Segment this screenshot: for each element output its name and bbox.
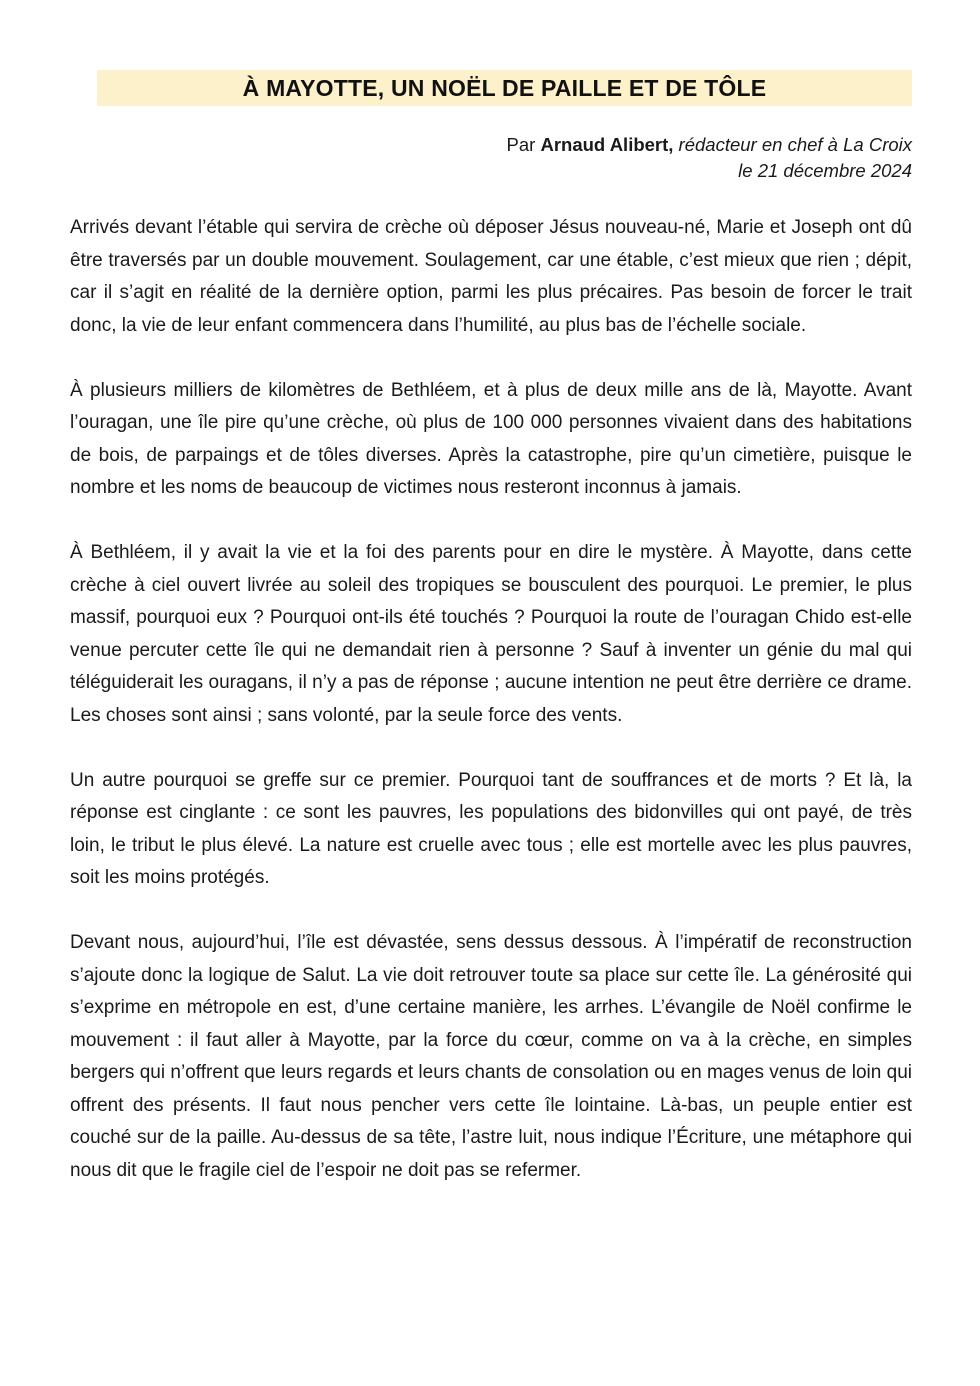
paragraph-1: Arrivés devant l’étable qui servira de crèche où déposer Jésus nouveau-né, Marie et Joseph ont dû être traversés par un double mouvement. Soulagement, car une étable, c’est mieux que rien ; dépit, car il s’agit en réalité de la dernière option, parmi les plus précaires. Pas besoin de forcer le trait donc, la vie de leur enfant commencera dans l’humilité, au plus bas de l’échelle sociale. <box>70 217 912 336</box>
byline-date: le 21 décembre 2024 <box>738 160 912 181</box>
byline <box>70 132 912 184</box>
title-banner <box>97 70 912 106</box>
byline-prefix: Par <box>506 134 541 155</box>
paragraph-5: Devant nous, aujourd’hui, l’île est dévastée, sens dessus dessous. À l’impératif de reconstruction s’ajoute donc la logique de Salut. La vie doit retrouver toute sa place sur cette île. La générosité qui s’exprime en métropole en est, d’une certaine manière, les arrhes. L’évangile de Noël confirme le mouvement : il faut aller à Mayotte, par la force du cœur, comme on va à la crèche, en simples bergers qui n’offrent que leurs regards et leurs chants de consolation ou en mages venus de loin qui offrent des présents. Il faut nous pencher vers cette île lointaine. Là-bas, un peuple entier est couché sur de la paille. Au-dessus de sa tête, l’astre luit, nous indique l’Écriture, une métaphore qui nous dit que le fragile ciel de l’espoir ne doit pas se refermer. <box>70 932 912 1181</box>
paragraph-4: Un autre pourquoi se greffe sur ce premier. Pourquoi tant de souffrances et de morts ? Et là, la réponse est cinglante : ce sont les pauvres, les populations des bidonvilles qui ont payé, de très loin, le tribut le plus élevé. La nature est cruelle avec tous ; elle est mortelle avec les plus pauvres, soit les moins protégés. <box>70 769 912 888</box>
paragraph-2: À plusieurs milliers de kilomètres de Bethléem, et à plus de deux mille ans de là, Mayotte. Avant l’ouragan, une île pire qu’une crèche, où plus de 100 000 personnes vivaient dans des habitations de bois, de parpaings et de tôles diverses. Après la catastrophe, pire qu’un cimetière, puisque le nombre et les noms de beaucoup de victimes nous resteront inconnus à jamais. <box>70 379 912 498</box>
article-page <box>70 70 912 1220</box>
article-body <box>70 212 912 1187</box>
article-title: À MAYOTTE, UN NOËL DE PAILLE ET DE TÔLE <box>242 74 767 101</box>
byline-author: Arnaud Alibert, <box>540 134 674 155</box>
byline-author-line <box>70 132 912 158</box>
byline-role: rédacteur en chef à La Croix <box>673 134 912 155</box>
paragraph-3: À Bethléem, il y avait la vie et la foi des parents pour en dire le mystère. À Mayotte, dans cette crèche à ciel ouvert livrée au soleil des tropiques se bousculent des pourquoi. Le premier, le plus massif, pourquoi eux ? Pourquoi ont-ils été touchés ? Pourquoi la route de l’ouragan Chido est-elle venue percuter cette île qui ne demandait rien à personne ? Sauf à inventer un génie du mal qui téléguiderait les ouragans, il n’y a pas de réponse ; aucune intention ne peut être derrière ce drame. Les choses sont ainsi ; sans volonté, par la seule force des vents. <box>70 542 912 726</box>
